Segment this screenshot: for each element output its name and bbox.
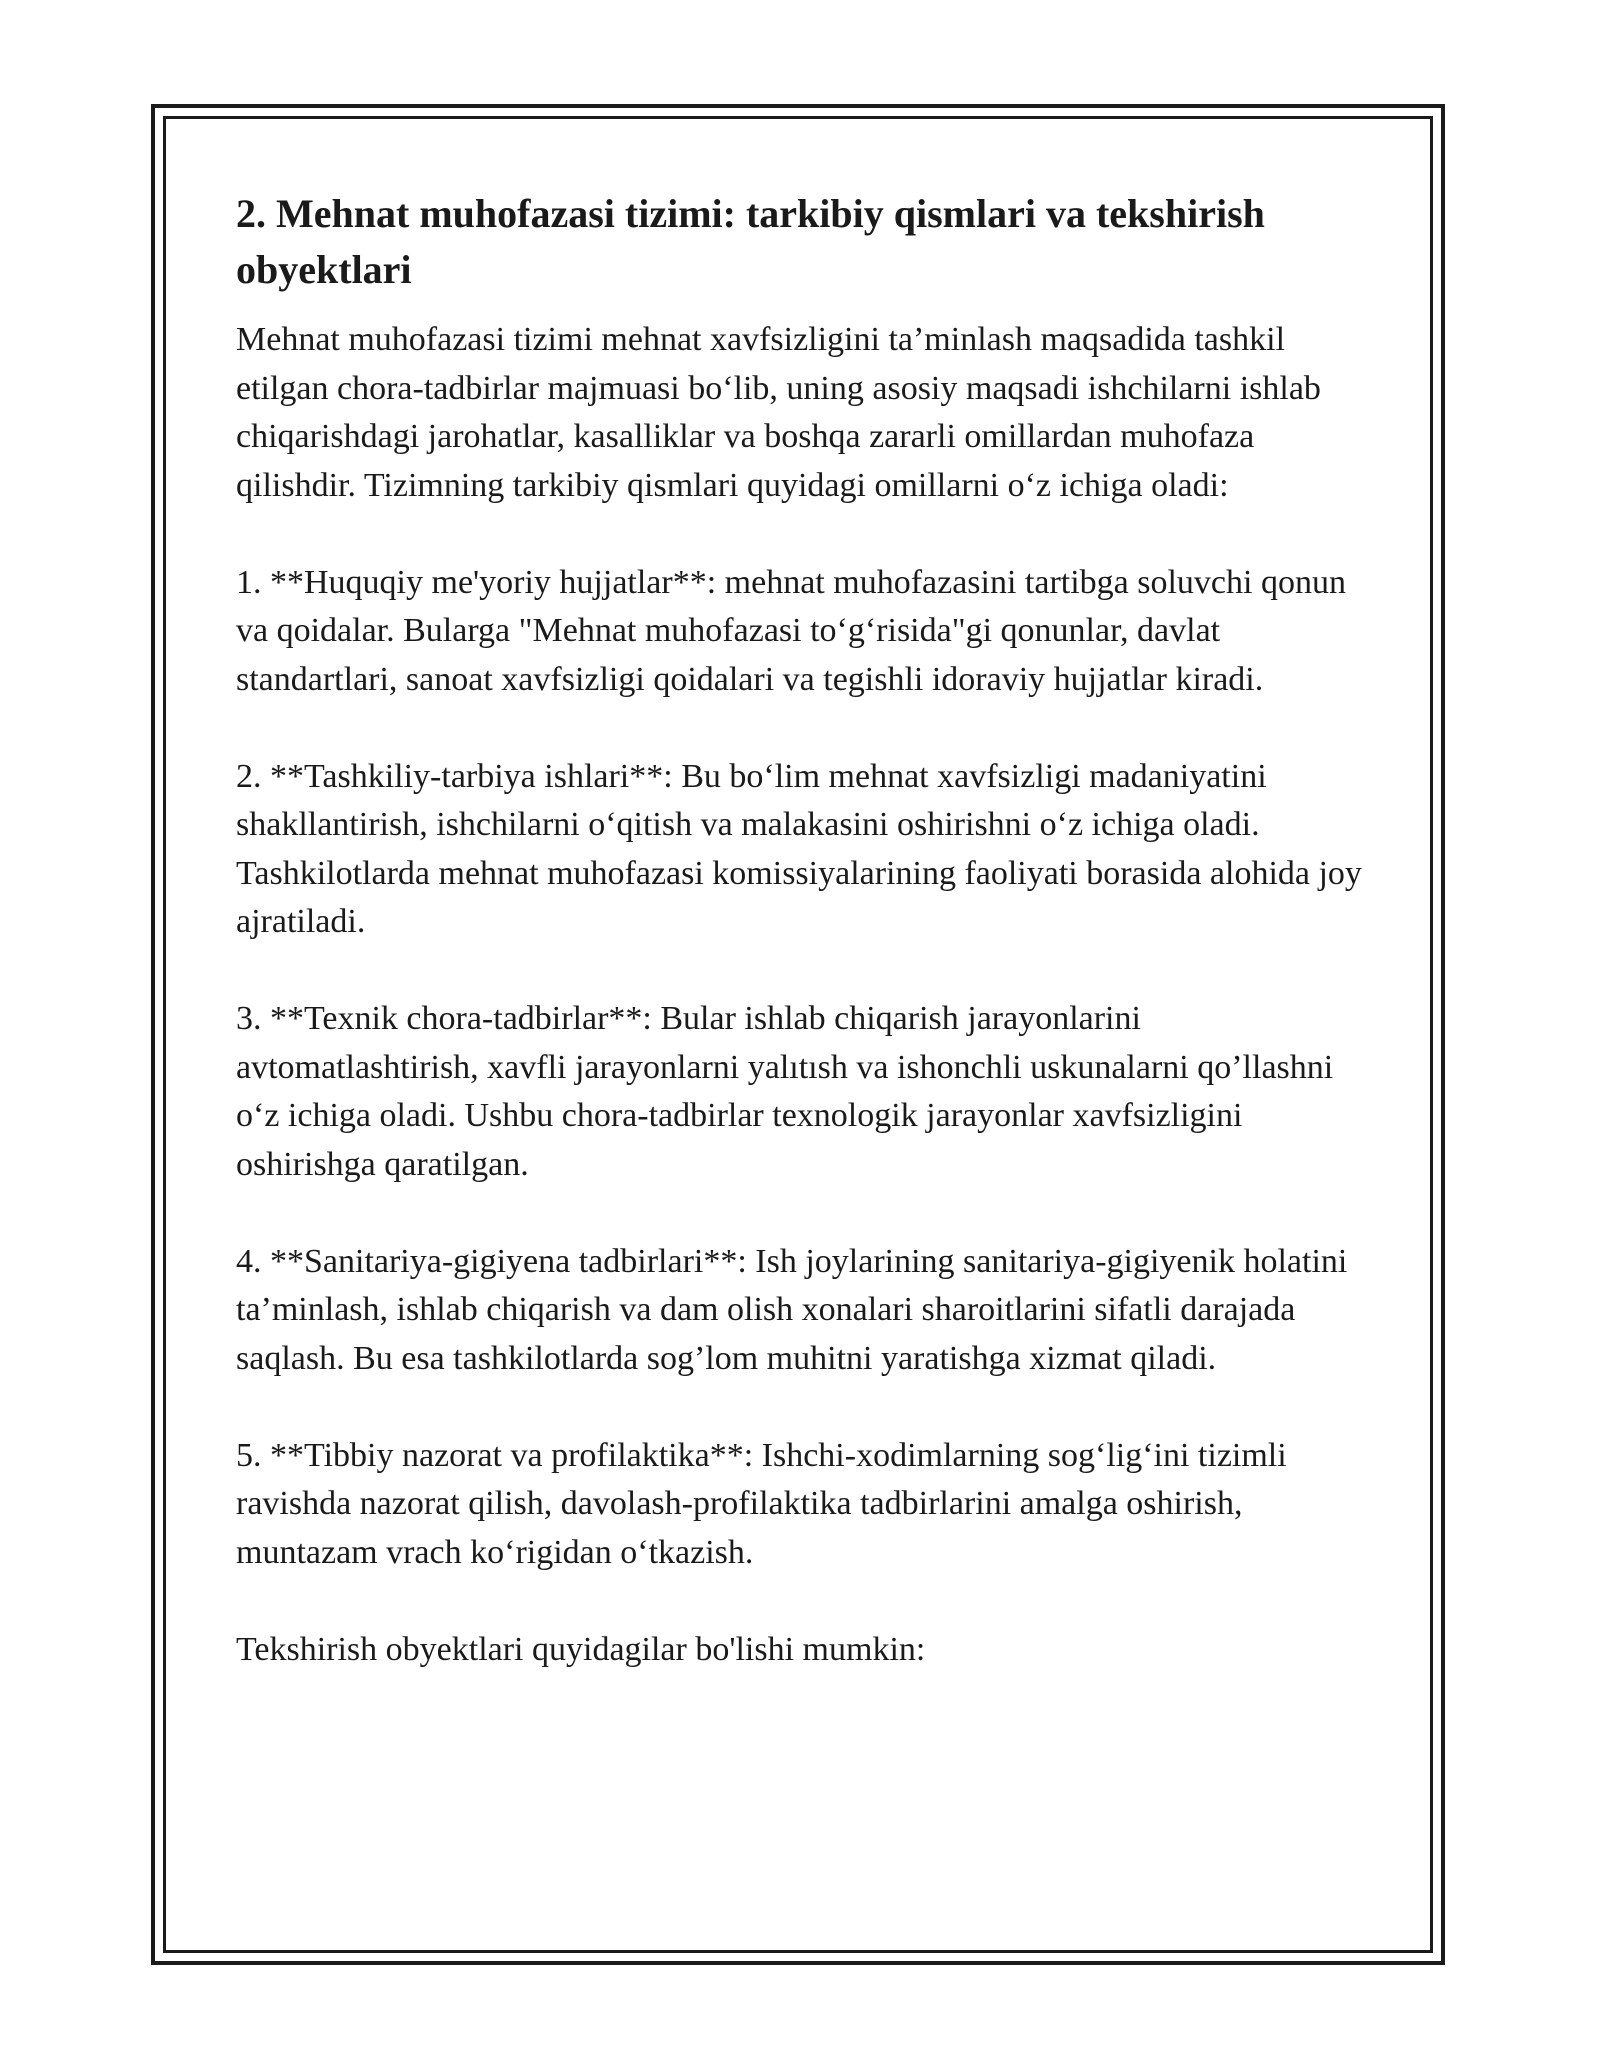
closing-paragraph: Tekshirish obyektlari quyidagilar bo'lishi mumkin: [236, 1630, 926, 1668]
list-item-technical-measures: 3. **Texnik chora-tadbirlar**: Bular ishlab chiqarish jarayonlarini avtomatlashtirish, xavfli jarayonlarni yalıtısh va ishonchli uskunalarni qo’llashni o‘z ichiga oladi. Ushbu chora-tadbirlar texnologik jarayonlar xavfsizligini oshirishga qaratilgan. [236, 1000, 1334, 1183]
list-item-organizational-work: 2. **Tashkiliy-tarbiya ishlari**: Bu bo‘lim mehnat xavfsizligi madaniyatini shakllantirish, ishchilarni o‘qitish va malakasini oshirishni o‘z ichiga oladi. Tashkilotlarda mehnat muhofazasi komissiyalarining faoliyati borasida alohida joy ajratiladi. [236, 757, 1362, 940]
list-item-medical-control: 5. **Tibbiy nazorat va profilaktika**: Ishchi-xodimlarning sog‘lig‘ini tizimli ravishda nazorat qilish, davolash-profilaktika tadbirlarini amalga oshirish, muntazam vrach ko‘rigidan o‘tkazish. [236, 1436, 1287, 1571]
list-item-legal-documents: 1. **Huquqiy me'yoriy hujjatlar**: mehnat muhofazasini tartibga soluvchi qonun va qoidalar. Bularga "Mehnat muhofazasi to‘g‘risida"gi qonunlar, davlat standartlari, sanoat xavfsizligi qoidalari va tegishli idoraviy hujjatlar kiradi. [236, 563, 1346, 698]
document-body [236, 186, 1376, 1674]
intro-paragraph: Mehnat muhofazasi tizimi mehnat xavfsizligini ta’minlash maqsadida tashkil etilgan chora-tadbirlar majmuasi bo‘lib, uning asosiy maqsadi ishchilarni ishlab chiqarishdagi jarohatlar, kasalliklar va boshqa zararli omillardan muhofaza qilishdir. Tizimning tarkibiy qismlari quyidagi omillarni o‘z ichiga oladi: [236, 321, 1321, 504]
list-item-sanitary-measures: 4. **Sanitariya-gigiyena tadbirlari**: Ish joylarining sanitariya-gigiyenik holatini ta’minlash, ishlab chiqarish va dam olish xonalari sharoitlarini sifatli darajada saqlash. Bu esa tashkilotlarda sog’lom muhitni yaratishga xizmat qiladi. [236, 1242, 1348, 1377]
section-heading: 2. Mehnat muhofazasi tizimi: tarkibiy qismlari va tekshirish obyektlari [236, 191, 1265, 292]
